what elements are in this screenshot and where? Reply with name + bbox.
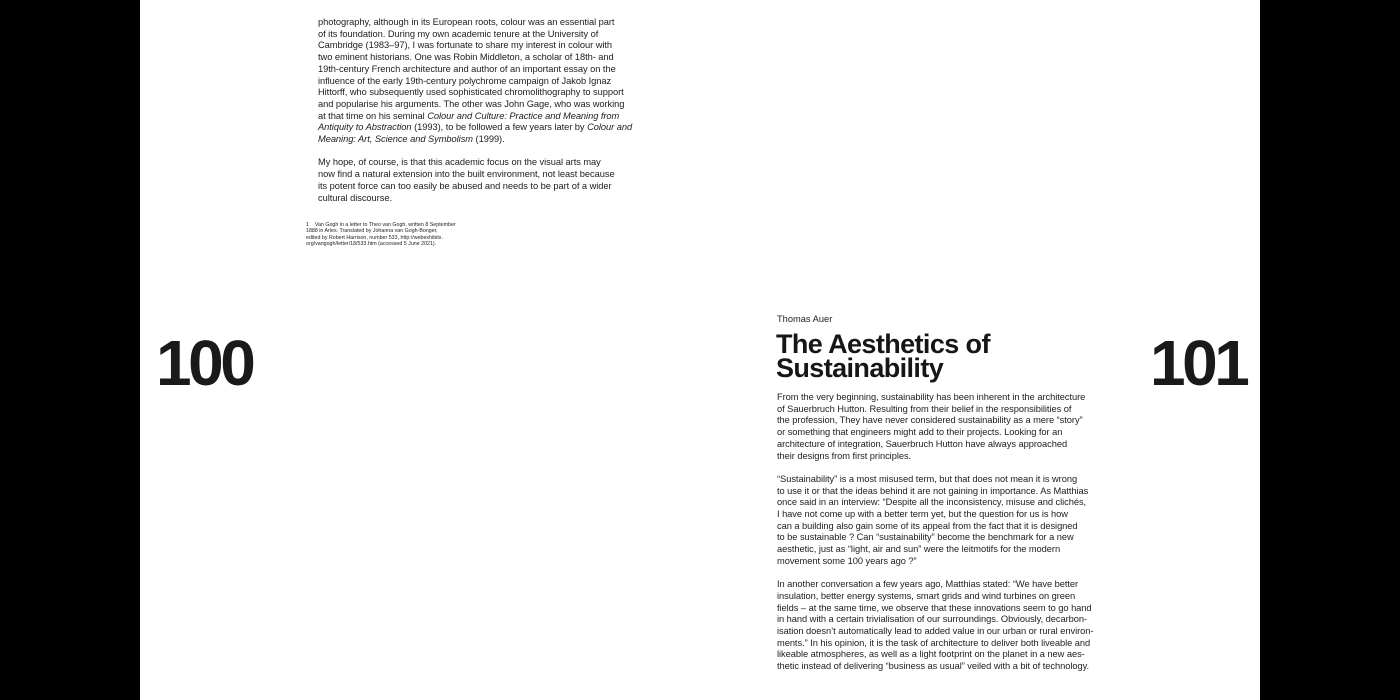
text-line: Sustainability (776, 352, 944, 383)
text-line: org/vangogh/letter/18/533.htm (accessed 5 June 2021). (306, 241, 437, 248)
text-line: its potent force can too easily be abused and needs to be part of a wider (318, 180, 612, 191)
text-line: thetic instead of delivering “business as usual” veiled with a bit of technology. (777, 661, 1090, 672)
right-page-body-text (777, 392, 1094, 673)
text-line: of its foundation. During my own academic tenure at the University of (318, 28, 599, 39)
text-line: ments.” In his opinion, it is the task of architecture to deliver both liveable and (777, 637, 1091, 648)
right-page-edge-band (1260, 0, 1400, 700)
article-author: Thomas Auer (777, 314, 833, 324)
text-line: at that time on his seminal Colour and Culture: Practice and Meaning from (318, 110, 620, 121)
text-line: 19th-century French architecture and author of an important essay on the (318, 63, 616, 74)
text-line: edited by Robert Harrison, number 533, http://webexhibits. (306, 234, 443, 241)
paragraph (777, 579, 1094, 673)
text-line: once said in an interview: “Despite all the inconsistency, misuse and clichés, (777, 497, 1087, 508)
text-line: “Sustainability” is a most misused term, but that does not mean it is wrong (777, 473, 1078, 484)
text-line: two eminent historians. One was Robin Middleton, a scholar of 18th- and (318, 52, 614, 63)
text-line: and popularise his arguments. The other was John Gage, who was working (318, 98, 625, 109)
text-line: 1888 in Arles. Translated by Johanna van Gogh-Bonger, (306, 228, 438, 235)
text-line: the profession, They have never considered sustainability as a mere “story” (777, 415, 1083, 426)
left-page-number: 100 (156, 327, 253, 399)
paragraph (318, 157, 621, 204)
text-line: likeable atmospheres, as well as a light footprint on the planet in a new aes- (777, 649, 1085, 660)
paragraph (777, 392, 1086, 462)
paragraph (777, 473, 1089, 568)
text-line: or something that engineers might add to their projects. Looking for an (777, 427, 1063, 438)
footnote (306, 222, 486, 248)
text-line: I have not come up with a better term yet, but the question for us is how (777, 509, 1068, 520)
text-line: From the very beginning, sustainability has been inherent in the architecture (777, 392, 1086, 402)
left-page-body-text (318, 17, 633, 204)
text-line: Antiquity to Abstraction (1993), to be followed a few years later by Colour and (318, 122, 633, 133)
text-line: of Sauerbruch Hutton. Resulting from their belief in the responsibilities of (777, 403, 1072, 414)
text-line: photography, although in its European roots, colour was an essential part (318, 17, 615, 27)
text-line: architecture of integration, Sauerbruch Hutton have always approached (777, 438, 1068, 449)
text-line: in hand with a certain trivialisation of our surroundings. Obviously, decarbon- (777, 614, 1088, 625)
text-line: to use it or that the ideas behind it are not gaining in importance. As Matthias (777, 485, 1089, 496)
text-line: insulation, better energy systems, smart grids and wind turbines on green (777, 590, 1076, 601)
text-line: 1 Van Gogh in a letter to Theo van Gogh, written 8 September (306, 222, 456, 228)
text-line: influence of the early 19th-century polychrome campaign of Jakob Ignaz (318, 75, 612, 86)
text-line: cultural discourse. (318, 192, 392, 203)
text-line: to be sustainable ? Can “sustainability” become the benchmark for a new (777, 532, 1074, 543)
text-line: Meaning: Art, Science and Symbolism (1999). (318, 134, 505, 145)
article-title (776, 329, 990, 383)
text-line: Cambridge (1983–97), I was fortunate to share my interest in colour with (318, 40, 613, 51)
text-line: In another conversation a few years ago, Matthias stated: “We have better (777, 579, 1079, 590)
text-line: can a building also gain some of its appeal from the fact that it is designed (777, 520, 1078, 531)
right-page-number: 101 (1150, 327, 1247, 399)
text-line: aesthetic, just as “light, air and sun” were the leitmotifs for the modern (777, 544, 1061, 555)
text-line: My hope, of course, is that this academic focus on the visual arts may (318, 157, 601, 168)
text-line: fields – at the same time, we observe that these innovations seem to go hand (777, 602, 1092, 613)
text-line: their designs from first principles. (777, 450, 912, 461)
left-page-edge-band (0, 0, 140, 700)
paragraph (318, 17, 633, 146)
text-line: The Aesthetics of (776, 329, 990, 359)
text-line: Hittorff, who subsequently used sophisticated chromolithography to support (318, 87, 624, 98)
text-line: movement some 100 years ago ?” (777, 555, 917, 566)
text-line: isation doesn’t automatically lead to added value in our urban or rural environ- (777, 626, 1094, 637)
text-line: now find a natural extension into the built environment, not least because (318, 169, 615, 180)
